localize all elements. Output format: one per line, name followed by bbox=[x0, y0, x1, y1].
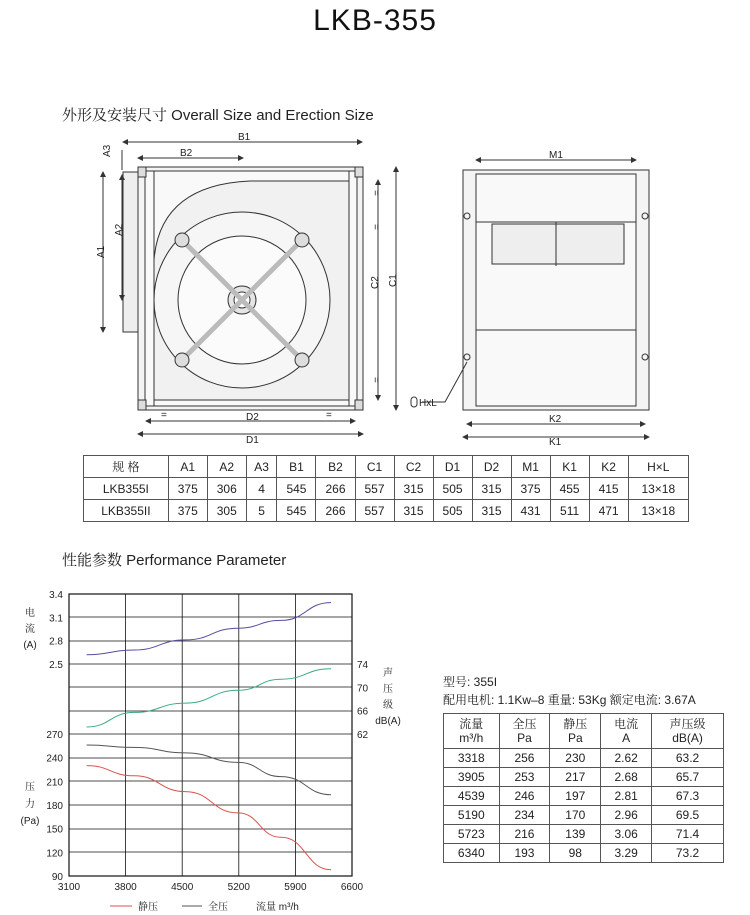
performance-cell: 3.06 bbox=[601, 825, 652, 844]
dimension-section-title: 外形及安装尺寸 Overall Size and Erection Size bbox=[62, 107, 374, 124]
header-name: 流量 bbox=[459, 717, 484, 731]
dimension-header-cell: A2 bbox=[207, 456, 246, 478]
performance-cell: 2.62 bbox=[601, 749, 652, 768]
dimension-cell: 4 bbox=[246, 478, 277, 500]
sound-axis-label: dB(A) bbox=[375, 716, 401, 727]
dimension-cell: 13×18 bbox=[628, 478, 688, 500]
dimension-header-cell: D1 bbox=[433, 456, 472, 478]
label-m1: M1 bbox=[549, 150, 563, 161]
performance-cell: 5723 bbox=[444, 825, 500, 844]
dimension-cell: 505 bbox=[433, 500, 472, 522]
label-c1: C1 bbox=[388, 274, 399, 287]
performance-cell: 69.5 bbox=[652, 806, 724, 825]
header-unit: dB(A) bbox=[672, 731, 703, 745]
dimension-cell: 375 bbox=[168, 500, 207, 522]
label-b1: B1 bbox=[238, 132, 251, 143]
model-line: 型号: 355I bbox=[443, 675, 498, 689]
performance-cell: 67.3 bbox=[652, 787, 724, 806]
dimension-cell: 315 bbox=[472, 500, 511, 522]
dimension-cell: LKB355II bbox=[84, 500, 169, 522]
performance-cell: 216 bbox=[499, 825, 550, 844]
dimension-header-cell: K1 bbox=[550, 456, 589, 478]
spec-line: 配用电机: 1.1Kw–8 重量: 53Kg 额定电流: 3.67A bbox=[443, 693, 696, 707]
dimension-header-cell: D2 bbox=[472, 456, 511, 478]
performance-cell: 3.29 bbox=[601, 844, 652, 863]
erection-drawing bbox=[0, 120, 750, 450]
dimension-cell: 505 bbox=[433, 478, 472, 500]
performance-cell: 139 bbox=[550, 825, 601, 844]
label-d2: D2 bbox=[246, 412, 259, 423]
dimension-cell: 266 bbox=[316, 500, 355, 522]
equal-mark-5: = bbox=[370, 224, 381, 230]
dimension-cell: 545 bbox=[277, 478, 316, 500]
header-name: 静压 bbox=[563, 717, 588, 731]
table-row bbox=[444, 787, 724, 806]
dimension-header-cell: A1 bbox=[168, 456, 207, 478]
x-tick-label: 3100 bbox=[57, 882, 81, 893]
header-name: 电流 bbox=[614, 717, 639, 731]
performance-cell: 256 bbox=[499, 749, 550, 768]
dimension-cell: 455 bbox=[550, 478, 589, 500]
label-a1: A1 bbox=[96, 245, 107, 258]
dimension-table-body bbox=[84, 478, 689, 522]
dimension-header-cell: B1 bbox=[277, 456, 316, 478]
dimension-table bbox=[83, 455, 689, 522]
performance-cell: 234 bbox=[499, 806, 550, 825]
performance-cell: 170 bbox=[550, 806, 601, 825]
header-unit: Pa bbox=[567, 731, 583, 745]
sound-axis-label: 级 bbox=[383, 700, 393, 711]
label-a3: A3 bbox=[102, 144, 113, 157]
dimension-cell: 305 bbox=[207, 500, 246, 522]
x-axis-label: 流量 m³/h bbox=[256, 902, 299, 913]
performance-cell: 230 bbox=[550, 749, 601, 768]
performance-cell: 246 bbox=[499, 787, 550, 806]
model-title: LKB-355 bbox=[313, 4, 437, 37]
performance-cell: 98 bbox=[550, 844, 601, 863]
current-axis-label: 流 bbox=[25, 624, 35, 635]
current-tick-label: 3.4 bbox=[49, 590, 63, 601]
table-row bbox=[84, 478, 689, 500]
performance-header-cell bbox=[499, 714, 550, 749]
x-tick-label: 6600 bbox=[340, 882, 364, 893]
dimension-cell: 415 bbox=[589, 478, 628, 500]
dimension-cell: 315 bbox=[472, 478, 511, 500]
sound-tick-label: 74 bbox=[357, 660, 369, 671]
dimension-cell: 431 bbox=[511, 500, 550, 522]
pressure-tick-label: 270 bbox=[46, 730, 63, 741]
dimension-cell: 266 bbox=[316, 478, 355, 500]
performance-header-cell bbox=[652, 714, 724, 749]
performance-cell: 63.2 bbox=[652, 749, 724, 768]
header-name: 声压级 bbox=[669, 717, 706, 731]
performance-cell: 197 bbox=[550, 787, 601, 806]
performance-cell: 253 bbox=[499, 768, 550, 787]
dimension-header-cell: 规 格 bbox=[84, 456, 169, 478]
performance-section-title: 性能参数 Performance Parameter bbox=[62, 552, 287, 569]
dimension-header-cell: M1 bbox=[511, 456, 550, 478]
label-d1: D1 bbox=[246, 435, 259, 446]
pressure-tick-label: 150 bbox=[46, 824, 63, 836]
dimension-cell: 511 bbox=[550, 500, 589, 522]
performance-cell: 4539 bbox=[444, 787, 500, 806]
table-row bbox=[84, 500, 689, 522]
performance-cell: 6340 bbox=[444, 844, 500, 863]
performance-cell: 5190 bbox=[444, 806, 500, 825]
legend-label-total: 全压 bbox=[208, 902, 228, 913]
table-row bbox=[444, 806, 724, 825]
x-tick-label: 3800 bbox=[114, 882, 137, 893]
dimension-cell: 545 bbox=[277, 500, 316, 522]
dimension-cell: LKB355I bbox=[84, 478, 169, 500]
pressure-axis-label: 力 bbox=[25, 799, 35, 810]
current-axis-label: (A) bbox=[23, 640, 37, 651]
dimension-cell: 306 bbox=[207, 478, 246, 500]
dimension-cell: 375 bbox=[511, 478, 550, 500]
dimension-cell: 13×18 bbox=[628, 500, 688, 522]
equal-mark-3: = bbox=[370, 190, 381, 196]
performance-cell: 193 bbox=[499, 844, 550, 863]
table-row bbox=[444, 749, 724, 768]
dimension-table-header bbox=[84, 456, 689, 478]
pressure-axis-label: 压 bbox=[25, 782, 35, 793]
current-axis-label: 电 bbox=[25, 608, 35, 619]
performance-cell: 2.68 bbox=[601, 768, 652, 787]
performance-cell: 3905 bbox=[444, 768, 500, 787]
x-tick-label: 5900 bbox=[284, 882, 307, 893]
performance-table-header bbox=[444, 714, 724, 749]
label-a2: A2 bbox=[114, 223, 125, 236]
label-k1: K1 bbox=[549, 437, 562, 448]
dimension-cell: 315 bbox=[394, 500, 433, 522]
performance-header-cell bbox=[444, 714, 500, 749]
performance-cell: 3318 bbox=[444, 749, 500, 768]
performance-cell: 217 bbox=[550, 768, 601, 787]
dimension-header-cell: B2 bbox=[316, 456, 355, 478]
dimension-cell: 5 bbox=[246, 500, 277, 522]
performance-cell: 2.96 bbox=[601, 806, 652, 825]
dimension-header-cell: K2 bbox=[589, 456, 628, 478]
dimension-cell: 557 bbox=[355, 478, 394, 500]
sound-tick-label: 70 bbox=[357, 683, 369, 695]
sound-axis-label: 声 bbox=[383, 668, 393, 679]
performance-cell: 2.81 bbox=[601, 787, 652, 806]
performance-table-body bbox=[444, 749, 724, 863]
table-row bbox=[444, 825, 724, 844]
dimension-cell: 315 bbox=[394, 478, 433, 500]
pressure-tick-label: 210 bbox=[46, 777, 63, 789]
performance-table bbox=[443, 713, 724, 863]
equal-mark-2: = bbox=[326, 410, 332, 421]
legend-label-static: 静压 bbox=[138, 902, 158, 913]
dimension-cell: 557 bbox=[355, 500, 394, 522]
dimension-cell: 375 bbox=[168, 478, 207, 500]
x-tick-label: 5200 bbox=[227, 882, 250, 893]
dimension-cell: 471 bbox=[589, 500, 628, 522]
dimension-header-cell: C2 bbox=[394, 456, 433, 478]
table-row bbox=[444, 844, 724, 863]
sound-axis-label: 压 bbox=[383, 684, 393, 695]
header-name: 全压 bbox=[512, 717, 537, 731]
label-k2: K2 bbox=[549, 414, 562, 425]
dimension-header-cell: C1 bbox=[355, 456, 394, 478]
equal-mark-4: = bbox=[370, 377, 381, 383]
dimension-header-cell: H×L bbox=[628, 456, 688, 478]
sound-tick-label: 66 bbox=[357, 706, 369, 718]
header-unit: m³/h bbox=[459, 731, 484, 745]
current-tick-label: 2.5 bbox=[49, 660, 63, 671]
performance-cell: 73.2 bbox=[652, 844, 724, 863]
performance-chart bbox=[0, 585, 440, 915]
pressure-tick-label: 90 bbox=[51, 872, 63, 883]
table-row bbox=[444, 768, 724, 787]
pressure-tick-label: 240 bbox=[46, 753, 63, 765]
pressure-tick-label: 180 bbox=[46, 801, 63, 812]
performance-header-cell bbox=[550, 714, 601, 749]
performance-cell: 65.7 bbox=[652, 768, 724, 787]
label-hxl: HxL bbox=[419, 398, 437, 409]
header-unit: A bbox=[622, 731, 631, 745]
header-unit: Pa bbox=[517, 731, 532, 745]
label-c2: C2 bbox=[370, 276, 381, 289]
pressure-tick-label: 120 bbox=[46, 848, 63, 860]
x-tick-label: 4500 bbox=[171, 882, 194, 893]
plot-area bbox=[69, 594, 352, 876]
equal-mark-1: = bbox=[161, 410, 167, 421]
dimension-header-cell: A3 bbox=[246, 456, 277, 478]
sound-tick-label: 62 bbox=[357, 730, 369, 741]
performance-header-cell bbox=[601, 714, 652, 749]
current-tick-label: 3.1 bbox=[49, 613, 63, 625]
label-b2: B2 bbox=[180, 148, 193, 159]
pressure-axis-label: (Pa) bbox=[20, 816, 40, 827]
current-tick-label: 2.8 bbox=[49, 636, 63, 648]
performance-cell: 71.4 bbox=[652, 825, 724, 844]
